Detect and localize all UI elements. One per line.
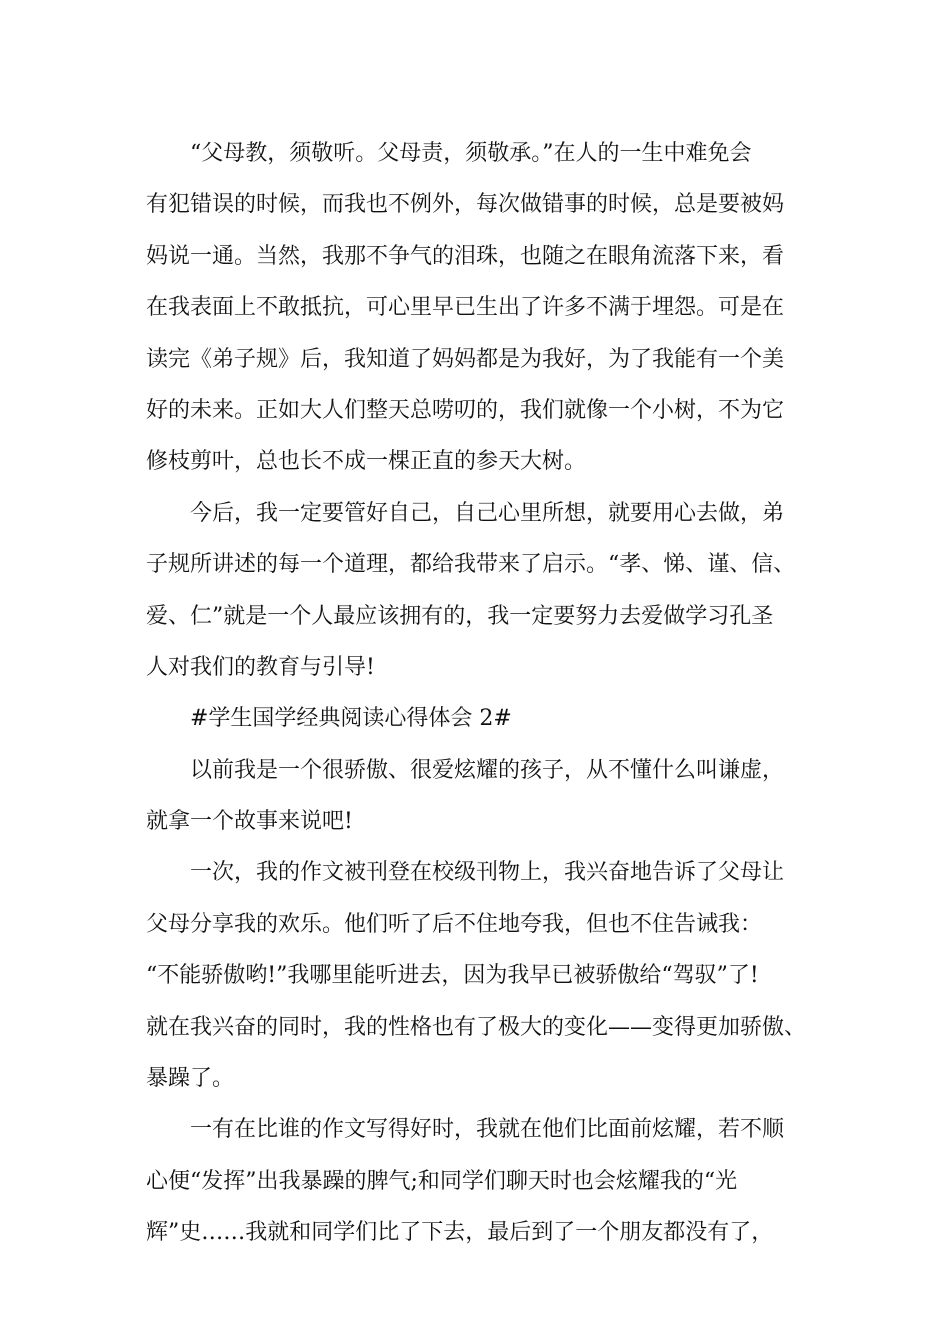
text-line: 今后，我一定要管好自己，自己心里所想，就要用心去做，弟 xyxy=(190,500,785,526)
text-line: 读完《弟子规》后，我知道了妈妈都是为我好，为了我能有一个美 xyxy=(146,346,785,372)
text-line: 就拿一个故事来说吧! xyxy=(146,809,353,835)
text-line: 修枝剪叶，总也长不成一棵正直的参天大树。 xyxy=(146,449,587,475)
paragraph-2 xyxy=(146,488,818,694)
text-line: 有犯错误的时候，而我也不例外，每次做错事的时候，总是要被妈 xyxy=(146,192,785,218)
document-body xyxy=(146,128,818,1259)
text-line: 暴躁了。 xyxy=(146,1066,235,1092)
text-line: 就在我兴奋的同时，我的性格也有了极大的变化——变得更加骄傲、 xyxy=(146,1014,807,1040)
text-line: “不能骄傲哟!”我哪里能听进去，因为我早已被骄傲给“驾驭”了! xyxy=(146,963,759,989)
text-line: 好的未来。正如大人们整天总唠叨的，我们就像一个小树，不为它 xyxy=(146,397,785,423)
text-line: 妈说一通。当然，我那不争气的泪珠，也随之在眼角流落下来，看 xyxy=(146,243,785,269)
text-line: 人对我们的教育与引导! xyxy=(146,654,375,680)
text-line: 以前我是一个很骄傲、很爱炫耀的孩子，从不懂什么叫谦虚， xyxy=(190,757,785,783)
text-line: 辉”史……我就和同学们比了下去，最后到了一个朋友都没有了， xyxy=(146,1220,774,1246)
heading-line: #学生国学经典阅读心得体会 2# xyxy=(190,706,512,732)
text-line: 一次，我的作文被刊登在校级刊物上，我兴奋地告诉了父母让 xyxy=(190,860,785,886)
paragraph-1 xyxy=(146,128,818,488)
paragraph-5 xyxy=(146,1104,818,1258)
paragraph-3 xyxy=(146,745,818,848)
section-heading xyxy=(146,693,818,744)
text-line: 一有在比谁的作文写得好时，我就在他们比面前炫耀，若不顺 xyxy=(190,1117,785,1143)
text-line: “父母教，须敬听。父母责，须敬承。”在人的一生中难免会 xyxy=(190,141,752,166)
text-line: 在我表面上不敢抵抗，可心里早已生出了许多不满于埋怨。可是在 xyxy=(146,295,785,321)
paragraph-4 xyxy=(146,847,818,1104)
text-line: 子规所讲述的每一个道理，都给我带来了启示。“孝、悌、谨、信、 xyxy=(146,552,796,578)
text-line: 父母分享我的欢乐。他们听了后不住地夸我，但也不住告诫我： xyxy=(146,911,763,937)
text-line: 心便“发挥”出我暴躁的脾气;和同学们聊天时也会炫耀我的“光 xyxy=(146,1168,738,1194)
text-line: 爱、仁”就是一个人最应该拥有的，我一定要努力去爱做学习孔圣 xyxy=(146,603,774,629)
